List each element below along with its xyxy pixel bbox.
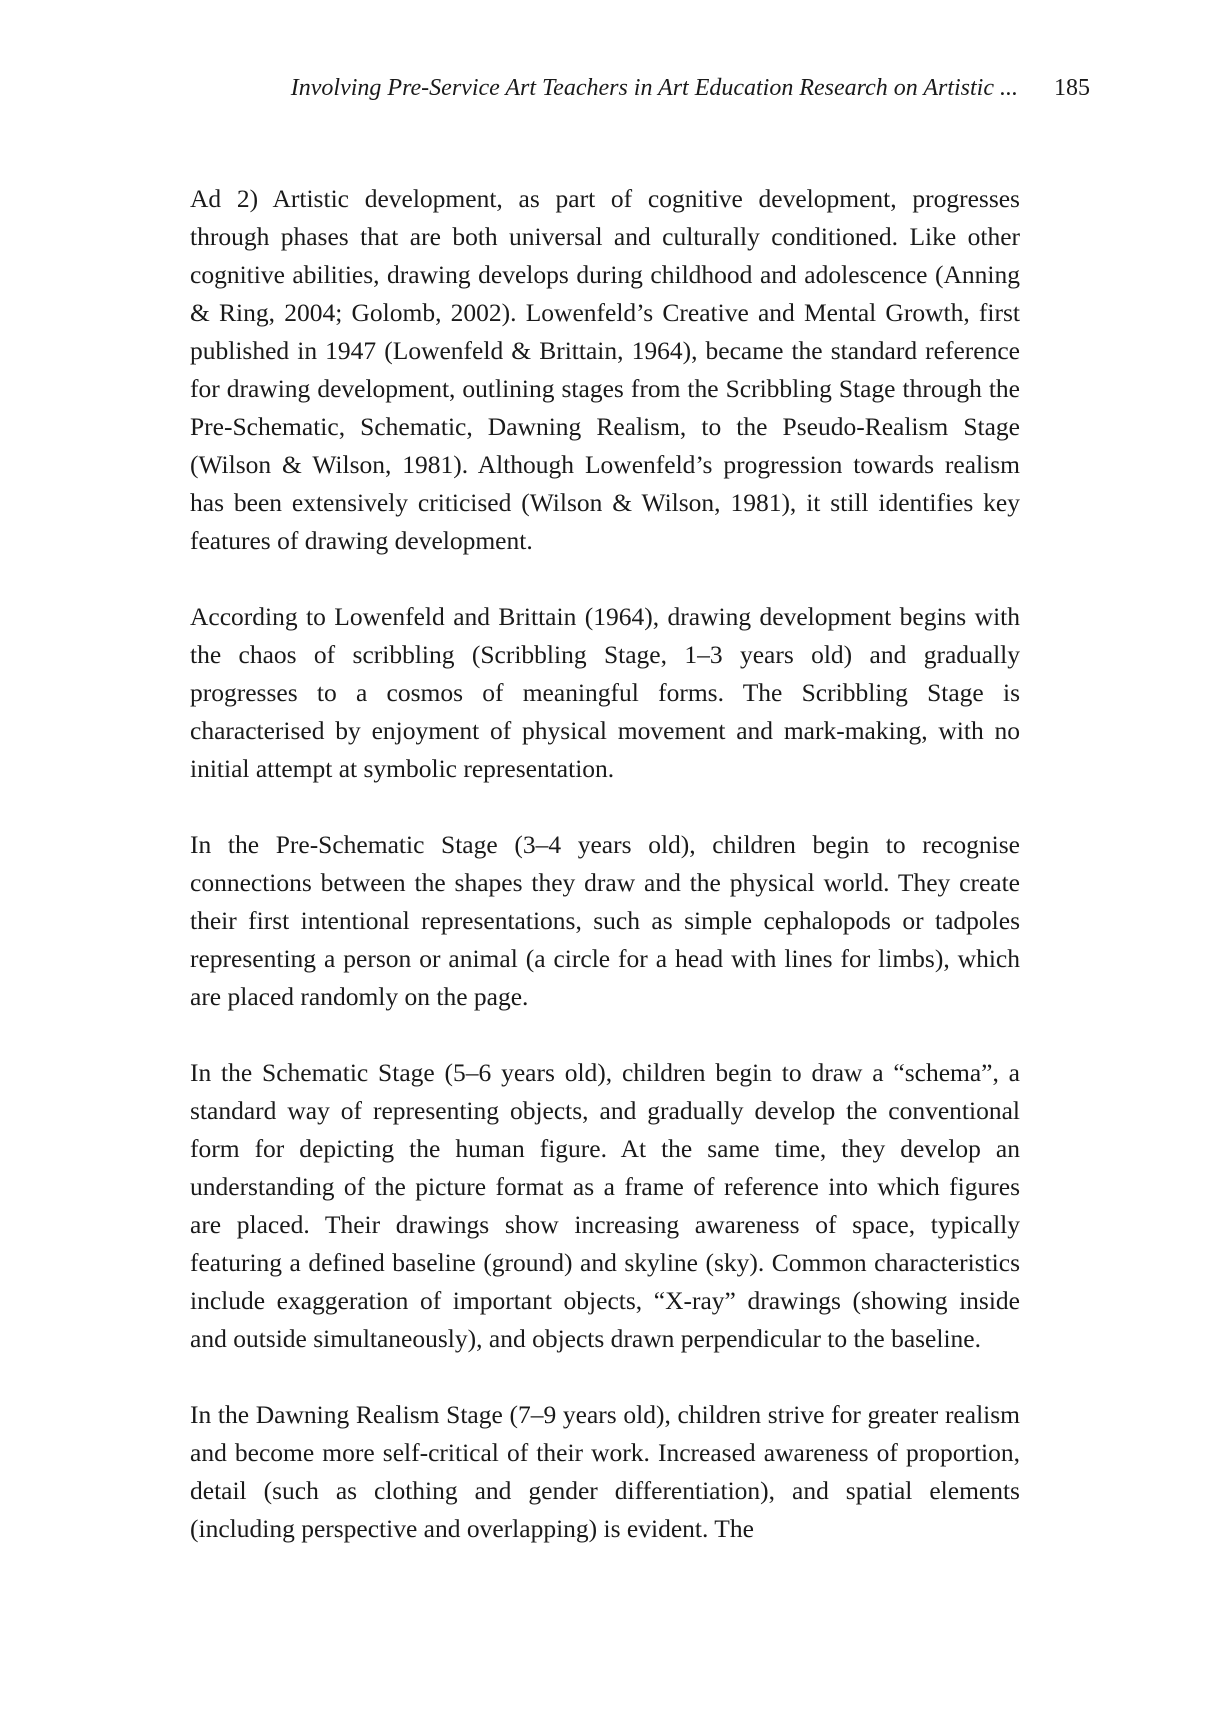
paragraph-pre-schematic-stage: In the Pre-Schematic Stage (3–4 years old), children begin to recognise connections between the shapes they draw and the physical world. They create their first intentional representations, such as simple cephalopods or tadpoles representing a person or animal (a circle for a head with lines for limbs), which are placed randomly on the page.	[190, 830, 1020, 1011]
running-header	[190, 68, 1090, 108]
paragraph-schematic-stage: In the Schematic Stage (5–6 years old), children begin to draw a “schema”, a standard way of representing objects, and gradually develop the conventional form for depicting the human figure. At the same time, they develop an understanding of the picture format as a frame of reference into which figures are placed. Their drawings show increasing awareness of space, typically featuring a defined baseline (ground) and skyline (sky). Common characteristics include exaggeration of important objects, “X-ray” drawings (showing inside and outside simultaneously), and objects drawn perpendicular to the baseline.	[190, 1058, 1020, 1353]
page-number: 185	[1054, 75, 1090, 101]
paragraph-dawning-realism-stage: In the Dawning Realism Stage (7–9 years old), children strive for greater realism and become more self-critical of their work. Increased awareness of proportion, detail (such as clothing and gender differentiation), and spatial elements (including perspective and overlapping) is evident. The	[190, 1400, 1020, 1543]
body-text	[190, 180, 1020, 1548]
paragraph-artistic-development: Ad 2) Artistic development, as part of cognitive development, progresses through phases that are both universal and culturally conditioned. Like other cognitive abilities, drawing develops during childhood and adolescence (Anning & Ring, 2004; Golomb, 2002). Lowenfeld’s Creative and Mental Growth, first published in 1947 (Lowenfeld & Brittain, 1964), became the standard reference for drawing development, outlining stages from the Scribbling Stage through the Pre-Schematic, Schematic, Dawning Realism, to the Pseudo-Realism Stage (Wilson & Wilson, 1981). Although Lowenfeld’s progression towards realism has been extensively criticised (Wilson & Wilson, 1981), it still identifies key features of drawing development.	[190, 184, 1020, 555]
paragraph-scribbling-stage: According to Lowenfeld and Brittain (1964), drawing development begins with the chaos of scribbling (Scribbling Stage, 1–3 years old) and gradually progresses to a cosmos of meaningful forms. The Scribbling Stage is characterised by enjoyment of physical movement and mark-making, with no initial attempt at symbolic representation.	[190, 602, 1020, 783]
running-title: Involving Pre-Service Art Teachers in Art Education Research on Artistic ...	[290, 75, 1018, 101]
